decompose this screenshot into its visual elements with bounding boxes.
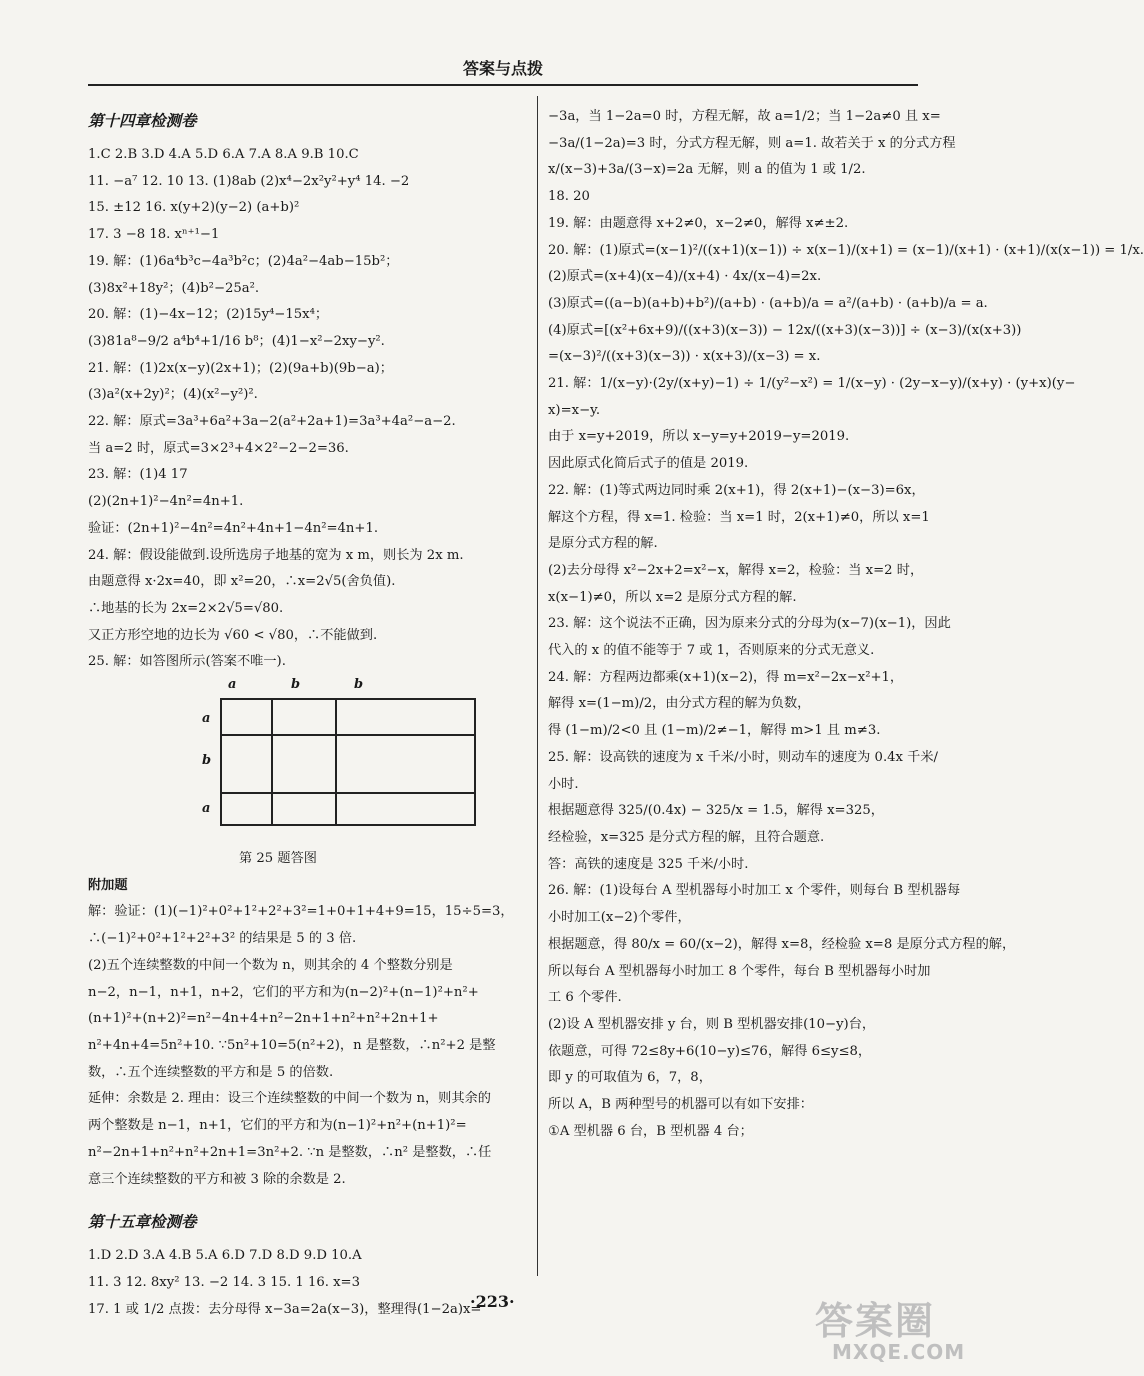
text-line: 即 y 的可取值为 6，7，8，: [548, 1070, 712, 1086]
text-line: x)=x−y.: [548, 402, 601, 418]
text-line: 解这个方程，得 x=1. 检验：当 x=1 时，2(x+1)≠0，所以 x=1: [548, 509, 930, 525]
text-line: 23. 解：(1)4 17: [88, 467, 188, 483]
header-rule: [88, 84, 918, 86]
text-line: 19. 解：由题意得 x+2≠0，x−2≠0，解得 x≠±2.: [548, 215, 849, 231]
watermark-logo: 答案圈: [815, 1299, 936, 1343]
text-line: 18. 20: [548, 189, 590, 205]
text-line: 验证：(2n+1)²−4n²=4n²+4n+1−4n²=4n+1.: [88, 520, 379, 536]
text-line: 依题意，可得 72≤8y+6(10−y)≤76，解得 6≤y≤8，: [548, 1043, 872, 1059]
text-line: 20. 解：(1)−4x−12；(2)15y⁴−15x⁴；: [88, 307, 329, 323]
text-line: (2)原式=(x+4)(x−4)/(x+4) · 4x/(x−4)=2x.: [548, 269, 822, 285]
text-line: 22. 解：原式=3a³+6a²+3a−2(a²+2a+1)=3a³+4a²−a−2.: [88, 414, 456, 430]
text-line: 延伸：余数是 2. 理由：设三个连续整数的中间一个数为 n，则其余的: [88, 1091, 491, 1107]
text-line: 根据题意得 325/(0.4x) − 325/x = 1.5，解得 x=325，: [548, 803, 884, 819]
text-line: 15. ±12 16. x(y+2)(y−2) (a+b)²: [88, 200, 300, 216]
text-line: −3a/(1−2a)=3 时，分式方程无解，则 a=1. 故若关于 x 的分式方程: [548, 135, 956, 151]
grid-top-label: a: [228, 677, 237, 693]
text-line: 24. 解：方程两边都乘(x+1)(x−2)，得 m=x²−2x−x²+1，: [548, 669, 904, 685]
section-title-ch15: 第十五章检测卷: [88, 1213, 197, 1232]
text-line: (2)设 A 型机器安排 y 台，则 B 型机器安排(10−y)台，: [548, 1016, 876, 1032]
text-line: (2)去分母得 x²−2x+2=x²−x，解得 x=2，检验：当 x=2 时，: [548, 562, 924, 578]
text-line: n−2，n−1，n+1，n+2，它们的平方和为(n−2)²+(n−1)²+n²+: [88, 984, 479, 1000]
text-line: ∴(−1)²+0²+1²+2²+3² 的结果是 5 的 3 倍.: [88, 931, 357, 947]
text-line: n²+4n+4=5n²+10. ∵5n²+10=5(n²+2)，n 是整数，∴n²+2 是整: [88, 1037, 496, 1053]
extra-answers: [88, 899, 514, 1193]
text-line: 解得 x=(1−m)/2，由分式方程的解为负数，: [548, 696, 811, 712]
text-line: −3a，当 1−2a=0 时，方程无解，故 a=1/2；当 1−2a≠0 且 x=: [548, 109, 941, 124]
text-line: 解：验证：(1)(−1)²+0²+1²+2²+3²=1+0+1+4+9=15，15÷5=3，: [88, 904, 514, 920]
text-line: 所以每台 A 型机器每小时加工 8 个零件，每台 B 型机器每小时加: [548, 963, 931, 979]
text-line: 数，∴五个连续整数的平方和是 5 的倍数.: [88, 1064, 334, 1080]
text-line: 工 6 个零件.: [548, 990, 622, 1006]
text-line: =(x−3)²/((x+3)(x−3)) · x(x+3)/(x−3) = x.: [548, 349, 821, 365]
text-line: 又正方形空地的边长为 √60 < √80，∴不能做到.: [88, 627, 378, 643]
figure-caption: 第 25 题答图: [239, 851, 317, 867]
text-line: 17. 1 或 1/2 点拨：去分母得 x−3a=2a(x−3)，整理得(1−2a)x=: [88, 1301, 482, 1317]
answer-grid: [220, 698, 476, 826]
text-line: ∴地基的长为 2x=2×2√5=√80.: [88, 600, 284, 616]
text-line: (3)81a⁸−9/2 a⁴b⁴+1/16 b⁸；(4)1−x²−2xy−y².: [88, 333, 385, 349]
text-line: (n+1)²+(n+2)²=n²−4n+4+n²−2n+1+n²+n²+2n+1+: [88, 1011, 439, 1027]
page-number: ·223·: [470, 1292, 515, 1311]
text-line: 得 (1−m)/2<0 且 (1−m)/2≠−1，解得 m>1 且 m≠3.: [548, 723, 881, 739]
text-line: (4)原式=[(x²+6x+9)/((x+3)(x−3)) − 12x/((x+3)(x−3))] ÷ (x−3)/(x(x+3)): [548, 322, 1022, 338]
column-divider: [537, 96, 538, 1276]
text-line: (2)五个连续整数的中间一个数为 n，则其余的 4 个整数分别是: [88, 957, 453, 973]
text-line: 经检验，x=325 是分式方程的解，且符合题意.: [548, 829, 825, 845]
text-line: (3)原式=((a−b)(a+b)+b²)/(a+b) · (a+b)/a = a²/(a+b) · (a+b)/a = a.: [548, 295, 988, 311]
text-line: 21. 解：1/(x−y)·(2y/(x+y)−1) ÷ 1/(y²−x²) = 1/(x−y) · (2y−x−y)/(x+y) · (y+x)(y−: [548, 376, 1076, 392]
text-line: 1.C 2.B 3.D 4.A 5.D 6.A 7.A 8.A 9.B 10.C: [88, 147, 359, 162]
ch15-answers-continued: [548, 104, 1144, 1145]
text-line: 1.D 2.D 3.A 4.B 5.A 6.D 7.D 8.D 9.D 10.A: [88, 1248, 362, 1264]
grid-side-label: a: [202, 711, 211, 727]
text-line: 11. −a⁷ 12. 10 13. (1)8ab (2)x⁴−2x²y²+y⁴ 14. −2: [88, 173, 410, 189]
extra-title: 附加题: [88, 877, 128, 893]
text-line: (3)a²(x+2y)²；(4)(x²−y²)².: [88, 387, 258, 403]
text-line: 由题意得 x·2x=40，即 x²=20，∴x=2√5(舍负值).: [88, 574, 396, 590]
text-line: 20. 解：(1)原式=(x−1)²/((x+1)(x−1)) ÷ x(x−1)/(x+1) = (x−1)/(x+1) · (x+1)/(x(x−1)) = 1/x.: [548, 242, 1144, 258]
text-line: 17. 3 −8 18. xⁿ⁺¹−1: [88, 227, 220, 243]
right-column: [548, 104, 1144, 1145]
text-line: 21. 解：(1)2x(x−y)(2x+1)；(2)(9a+b)(9b−a)；: [88, 360, 393, 376]
figure-25: [88, 676, 508, 846]
left-column: [88, 104, 514, 1323]
text-line: 26. 解：(1)设每台 A 型机器每小时加工 x 个零件，则每台 B 型机器每: [548, 883, 961, 899]
grid-top-label: b: [291, 677, 301, 693]
text-line: 是原分式方程的解.: [548, 536, 658, 552]
grid-side-label: a: [202, 801, 211, 817]
text-line: 代入的 x 的值不能等于 7 或 1，否则原来的分式无意义.: [548, 643, 875, 659]
text-line: 当 a=2 时，原式=3×2³+4×2²−2−2=36.: [88, 440, 349, 456]
text-line: 11. 3 12. 8xy² 13. −2 14. 3 15. 1 16. x=3: [88, 1274, 360, 1290]
text-line: 25. 解：设高铁的速度为 x 千米/小时，则动车的速度为 0.4x 千米/: [548, 749, 938, 765]
text-line: x/(x−3)+3a/(3−x)=2a 无解，则 a 的值为 1 或 1/2.: [548, 162, 866, 178]
grid-top-label: b: [354, 677, 364, 693]
text-line: 因此原式化简后式子的值是 2019.: [548, 456, 749, 472]
ch14-answers: [88, 142, 508, 676]
text-line: x(x−1)≠0，所以 x=2 是原分式方程的解.: [548, 589, 797, 605]
text-line: (3)8x²+18y²；(4)b²−25a².: [88, 280, 260, 296]
text-line: n²−2n+1+n²+n²+2n+1=3n²+2. ∵n 是整数，∴n² 是整数，∴任: [88, 1144, 492, 1160]
section-title-ch14: 第十四章检测卷: [88, 112, 197, 130]
text-line: 小时加工(x−2)个零件，: [548, 910, 691, 926]
text-line: 根据题意，得 80/x = 60/(x−2)，解得 x=8，经检验 x=8 是原分式方程的解，: [548, 936, 1016, 952]
grid-side-label: b: [202, 753, 212, 769]
text-line: 23. 解：这个说法不正确，因为原来分式的分母为(x−7)(x−1)，因此: [548, 616, 951, 632]
text-line: 答：高铁的速度是 325 千米/小时.: [548, 856, 749, 872]
text-line: 由于 x=y+2019，所以 x−y=y+2019−y=2019.: [548, 429, 850, 445]
text-line: 小时.: [548, 776, 579, 792]
watermark-url: MXQE.COM: [832, 1340, 966, 1364]
text-line: 所以 A，B 两种型号的机器可以有如下安排：: [548, 1097, 813, 1113]
text-line: 意三个连续整数的平方和被 3 除的余数是 2.: [88, 1171, 346, 1187]
text-line: 25. 解：如答图所示(答案不唯一).: [88, 654, 286, 670]
ch15-answers: [88, 1243, 508, 1323]
text-line: ①A 型机器 6 台，B 型机器 4 台；: [548, 1123, 753, 1139]
running-header: 答案与点拨: [462, 59, 543, 78]
text-line: 两个整数是 n−1，n+1，它们的平方和为(n−1)²+n²+(n+1)²=: [88, 1118, 467, 1134]
text-line: 22. 解：(1)等式两边同时乘 2(x+1)，得 2(x+1)−(x−3)=6x，: [548, 482, 925, 498]
text-line: (2)(2n+1)²−4n²=4n+1.: [88, 494, 244, 510]
text-line: 24. 解：假设能做到.设所选房子地基的宽为 x m，则长为 2x m.: [88, 547, 464, 563]
text-line: 19. 解：(1)6a⁴b³c−4a³b²c；(2)4a²−4ab−15b²；: [88, 253, 399, 269]
